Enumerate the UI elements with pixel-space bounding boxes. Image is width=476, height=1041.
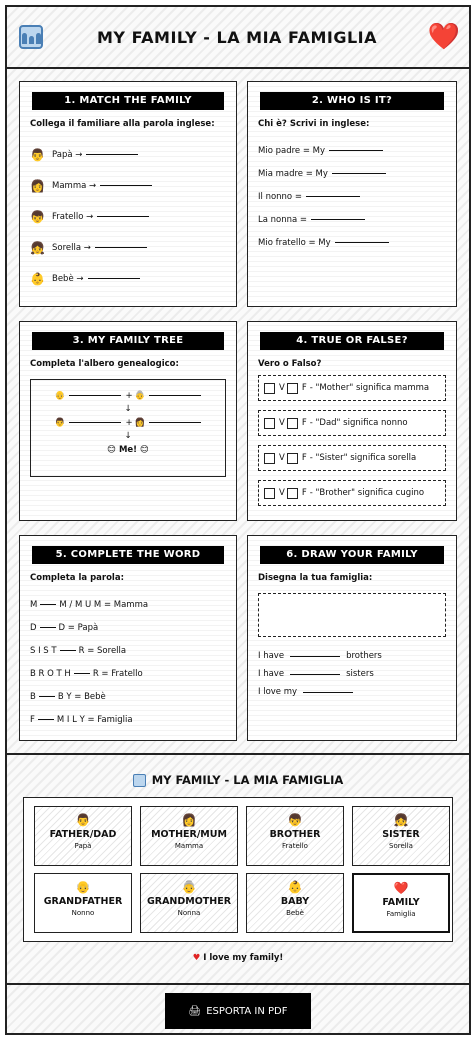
tree-blank[interactable] <box>69 422 121 423</box>
false-checkbox[interactable] <box>287 488 298 499</box>
down-arrow-icon: ↓ <box>124 404 132 414</box>
vocab-english: FATHER/DAD <box>49 829 117 840</box>
vocab-section <box>7 755 469 985</box>
tree-blank[interactable] <box>149 395 201 396</box>
who-row <box>258 185 446 208</box>
section-instruction: Disegna la tua famiglia: <box>258 573 373 583</box>
word-suffix: B Y = Bebè <box>57 691 106 702</box>
section-match <box>19 81 237 307</box>
letter-blank[interactable] <box>38 719 54 720</box>
vocab-card-baby <box>246 873 344 933</box>
false-label: F <box>301 418 307 428</box>
word-row <box>30 593 226 616</box>
baby-icon: 👶 <box>30 271 45 286</box>
word-prefix: D <box>30 622 37 633</box>
who-row <box>258 231 446 254</box>
answer-blank[interactable] <box>290 674 340 675</box>
statement: - "Brother" significa cugino <box>309 488 425 498</box>
vocab-italian: Mamma <box>174 842 204 850</box>
exercise-grid <box>7 69 469 755</box>
heart-icon: ♥ <box>192 953 201 963</box>
section-title: 1. MATCH THE FAMILY <box>32 92 224 110</box>
section-true-false <box>247 321 457 521</box>
who-row <box>258 208 446 231</box>
section-instruction: Vero o Falso? <box>258 359 322 369</box>
family-tree-box <box>30 379 226 477</box>
false-label: F <box>301 488 307 498</box>
smile-icon: 😊 <box>107 444 116 455</box>
match-row <box>30 139 226 170</box>
vocab-italian: Papà <box>74 842 92 850</box>
man-icon: 👨 <box>54 417 66 428</box>
plus-sign: + <box>125 390 133 401</box>
vocab-card-sister <box>352 806 450 866</box>
vocab-italian: Nonno <box>71 909 95 917</box>
true-false-item <box>258 375 446 401</box>
true-checkbox[interactable] <box>264 453 275 464</box>
answer-blank[interactable] <box>303 692 353 693</box>
match-label: Bebè → <box>52 273 84 284</box>
drawing-area[interactable] <box>258 593 446 637</box>
vocab-card-family <box>352 873 450 933</box>
grandmother-icon: 👵 <box>134 390 146 401</box>
tree-blank[interactable] <box>69 395 121 396</box>
word-row <box>30 708 226 731</box>
match-label: Papà → <box>52 149 83 160</box>
true-checkbox[interactable] <box>264 383 275 394</box>
vocab-frame <box>23 797 453 942</box>
vocab-english: BABY <box>280 896 310 907</box>
letter-blank[interactable] <box>40 627 56 628</box>
tree-row-parents <box>31 415 225 430</box>
answer-blank[interactable] <box>329 150 383 151</box>
letter-blank[interactable] <box>60 650 76 651</box>
statement: - "Sister" significa sorella <box>309 453 417 463</box>
vocab-italian: Bebè <box>286 909 304 917</box>
statement: - "Dad" significa nonno <box>309 418 408 428</box>
answer-blank[interactable] <box>290 656 340 657</box>
page-title: MY FAMILY - LA MIA FAMIGLIA <box>97 27 377 47</box>
true-false-item <box>258 480 446 506</box>
who-row <box>258 139 446 162</box>
export-area <box>7 987 469 1035</box>
match-row <box>30 232 226 263</box>
who-label: Mio fratello = My <box>258 237 331 248</box>
vocab-italian: Fratello <box>282 842 308 850</box>
true-false-item <box>258 445 446 471</box>
page-header <box>7 7 469 69</box>
family-icon <box>19 25 43 49</box>
match-row <box>30 201 226 232</box>
woman-icon: 👩 <box>181 813 197 827</box>
boy-icon: 👦 <box>30 209 45 224</box>
section-instruction: Completa l'albero genealogico: <box>30 359 179 369</box>
letter-blank[interactable] <box>39 696 55 697</box>
worksheet-page <box>5 5 471 1035</box>
false-label: F <box>301 383 307 393</box>
true-label: V <box>279 418 285 428</box>
grandfather-icon: 👴 <box>75 880 91 894</box>
word-suffix: M / M U M = Mamma <box>59 599 149 610</box>
answer-blank[interactable] <box>100 185 152 186</box>
section-title: 5. COMPLETE THE WORD <box>32 546 224 564</box>
section-tree <box>19 321 237 521</box>
match-label: Sorella → <box>52 242 91 253</box>
plus-sign: + <box>125 417 133 428</box>
grandmother-icon: 👵 <box>181 880 197 894</box>
section-who <box>247 81 457 307</box>
section-title: 6. DRAW YOUR FAMILY <box>260 546 444 564</box>
word-suffix: R = Sorella <box>78 645 127 656</box>
heart-icon: ❤️ <box>427 22 461 52</box>
baby-icon: 👶 <box>287 880 303 894</box>
who-label: Mio padre = My <box>258 145 326 156</box>
answer-blank[interactable] <box>88 278 140 279</box>
word-row <box>30 616 226 639</box>
vocab-grid <box>34 806 442 933</box>
vocab-english: MOTHER/MUM <box>151 829 227 840</box>
section-title: 2. WHO IS IT? <box>260 92 444 110</box>
love-label: I love my <box>258 687 298 697</box>
who-row <box>258 162 446 185</box>
have-row <box>258 665 446 683</box>
word-prefix: B R O T H <box>30 668 71 679</box>
heart-icon: ❤️ <box>393 881 409 895</box>
who-label: Il nonno = <box>258 191 302 202</box>
word-prefix: F <box>30 714 35 725</box>
grandfather-icon: 👴 <box>54 390 66 401</box>
true-false-item <box>258 410 446 436</box>
vocab-english: SISTER <box>382 829 420 840</box>
section-title: 4. TRUE OR FALSE? <box>260 332 444 350</box>
have-label: I have <box>258 669 285 679</box>
false-checkbox[interactable] <box>287 383 298 394</box>
section-complete-word <box>19 535 237 741</box>
answer-blank[interactable] <box>86 154 138 155</box>
who-label: La nonna = <box>258 214 308 225</box>
vocab-english: GRANDMOTHER <box>146 896 232 907</box>
section-instruction: Completa la parola: <box>30 573 124 583</box>
match-label: Mamma → <box>52 180 97 191</box>
word-prefix: B <box>30 691 36 702</box>
me-label: Me! <box>118 444 138 455</box>
vocab-english: FAMILY <box>382 897 420 908</box>
section-title: 3. MY FAMILY TREE <box>32 332 224 350</box>
word-prefix: S I S T <box>30 645 57 656</box>
statement: - "Mother" significa mamma <box>309 383 430 393</box>
printer-icon: 🖨 <box>188 1005 202 1017</box>
girl-icon: 👧 <box>393 813 409 827</box>
man-icon: 👨 <box>75 813 91 827</box>
have-label: I have <box>258 651 285 661</box>
love-row <box>258 683 446 701</box>
true-label: V <box>279 488 285 498</box>
answer-blank[interactable] <box>332 173 386 174</box>
false-checkbox[interactable] <box>287 453 298 464</box>
vocab-card-grandmother <box>140 873 238 933</box>
vocab-card-grandfather <box>34 873 132 933</box>
love-text: I love my family! <box>203 953 284 963</box>
word-row <box>30 685 226 708</box>
answer-blank[interactable] <box>306 196 360 197</box>
love-line <box>7 953 469 963</box>
true-label: V <box>279 453 285 463</box>
vocab-italian: Nonna <box>177 909 201 917</box>
vocab-english: BROTHER <box>269 829 321 840</box>
smile-icon: 😊 <box>140 444 149 455</box>
letter-blank[interactable] <box>74 673 90 674</box>
who-label: Mia madre = My <box>258 168 328 179</box>
answer-blank[interactable] <box>311 219 365 220</box>
word-suffix: D = Papà <box>58 622 99 633</box>
have-suffix: sisters <box>346 669 374 679</box>
tree-blank[interactable] <box>149 422 201 423</box>
answer-blank[interactable] <box>95 247 147 248</box>
vocab-card-mother <box>140 806 238 866</box>
vocab-italian: Sorella <box>389 842 413 850</box>
section-instruction: Collega il familiare alla parola inglese: <box>30 119 215 129</box>
vocab-italian: Famiglia <box>386 910 416 918</box>
tree-row-grandparents <box>31 388 225 403</box>
vocab-card-father <box>34 806 132 866</box>
word-suffix: R = Fratello <box>92 668 143 679</box>
have-suffix: brothers <box>346 651 382 661</box>
export-label: ESPORTA IN PDF <box>206 1005 288 1017</box>
false-checkbox[interactable] <box>287 418 298 429</box>
girl-icon: 👧 <box>30 240 45 255</box>
family-icon <box>133 774 146 787</box>
export-pdf-button[interactable] <box>165 993 311 1029</box>
vocab-english: GRANDFATHER <box>43 896 123 907</box>
woman-icon: 👩 <box>30 178 45 193</box>
word-prefix: M <box>30 599 38 610</box>
word-suffix: M I L Y = Famiglia <box>56 714 133 725</box>
tree-row-me <box>31 442 225 457</box>
section-instruction: Chi è? Scrivi in inglese: <box>258 119 370 129</box>
vocab-title <box>7 773 469 787</box>
section-draw <box>247 535 457 741</box>
match-row <box>30 263 226 294</box>
true-checkbox[interactable] <box>264 418 275 429</box>
vocab-card-brother <box>246 806 344 866</box>
man-icon: 👨 <box>30 147 45 162</box>
have-row <box>258 647 446 665</box>
match-label: Fratello → <box>52 211 94 222</box>
vocab-title-text: MY FAMILY - LA MIA FAMIGLIA <box>151 773 344 787</box>
word-row <box>30 639 226 662</box>
down-arrow-icon: ↓ <box>124 431 132 441</box>
boy-icon: 👦 <box>287 813 303 827</box>
letter-blank[interactable] <box>40 604 56 605</box>
answer-blank[interactable] <box>97 216 149 217</box>
false-label: F <box>301 453 307 463</box>
match-row <box>30 170 226 201</box>
woman-icon: 👩 <box>134 417 146 428</box>
true-checkbox[interactable] <box>264 488 275 499</box>
answer-blank[interactable] <box>335 242 389 243</box>
true-label: V <box>279 383 285 393</box>
word-row <box>30 662 226 685</box>
